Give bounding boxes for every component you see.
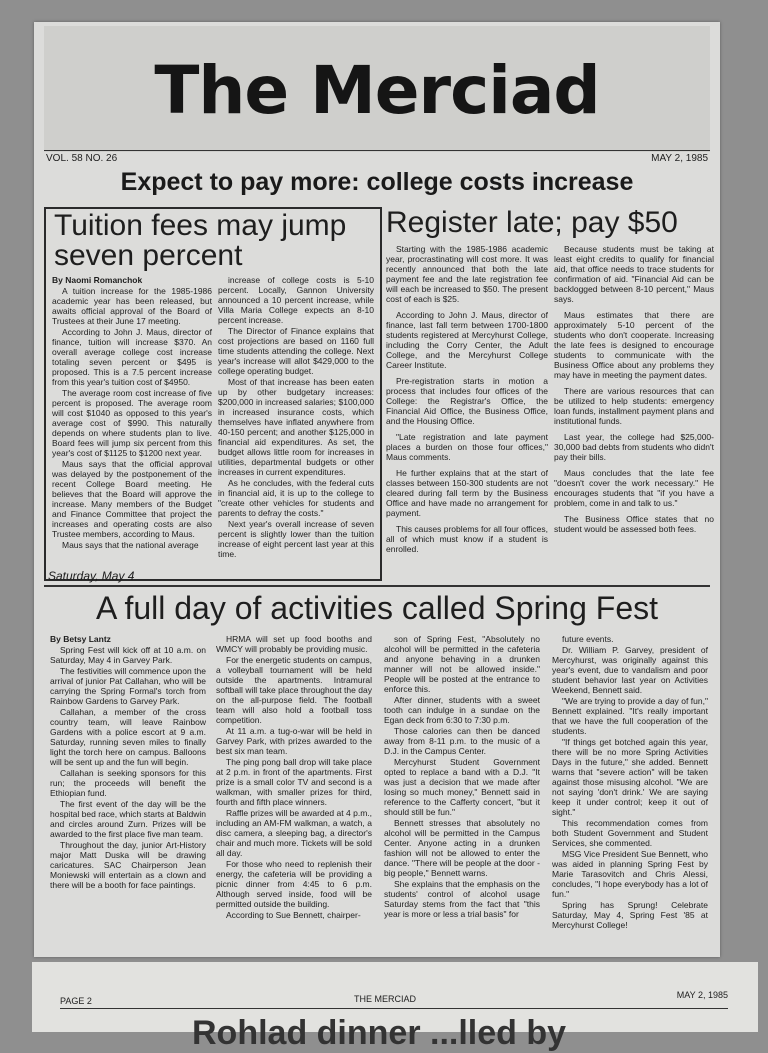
section-rule bbox=[44, 585, 710, 587]
paragraph: Pre-registration starts in motion a process that includes four offices of the College: the Registrar's Office, the Financial Aid Office, the Business Office, and the Housing Office. bbox=[386, 376, 548, 426]
paragraph: "Late registration and late payment places a burden on those four offices," Maus comments. bbox=[386, 432, 548, 462]
springfest-byline: By Betsy Lantz bbox=[50, 634, 111, 644]
page2-date: MAY 2, 1985 bbox=[676, 990, 728, 1000]
paragraph: Maus says that the national average bbox=[62, 540, 199, 550]
paragraph: Raffle prizes will be awarded at 4 p.m., including an AM-FM walkman, a watch, a disc camera, a sleeping bag, a director's chair and much more. Tickets will be sold all day. bbox=[216, 808, 372, 858]
page2-partial-headline: Rohlad dinner ...lled by bbox=[192, 1014, 567, 1052]
paragraph: The Business Office states that no student would be assessed both fees. bbox=[554, 514, 714, 534]
springfest-col-4 bbox=[552, 634, 708, 949]
paragraph: increase of college costs is 5-10 percent. Locally, Gannon University announced a 10 percent increase, while Villa Maria College expects an 8-10 percent increase. bbox=[218, 275, 374, 325]
paragraph: "If things get botched again this year, there will be no more Spring Activities Days in the future," she added. Bennett warns that "severe action" will be taken against those misusing alcohol. "We are not saying 'don't drink.' We are saying keep it under control; keep it out of sight." bbox=[552, 737, 708, 817]
paragraph: Last year, the college had $25,000-30,000 bad debts from students who didn't pay their bills. bbox=[554, 432, 714, 462]
paragraph: According to John J. Maus, director of finance, tuition will increase $370. An overall average college cost increase totaling seven percent or $495 is proposed. This is a 7.5 percent increase from this year's tuition cost of $4950. bbox=[52, 327, 212, 387]
paragraph: Maus concludes that the late fee "doesn't cover the work necessary." He encourages students that "if you have a problem, come in and talk to us." bbox=[554, 468, 714, 508]
paragraph: After dinner, students with a sweet tooth can indulge in a sundae on the Egan deck from 6:30 to 7:30 p.m. bbox=[384, 695, 540, 725]
register-headline: Register late; pay $50 bbox=[386, 206, 678, 239]
paragraph: The first event of the day will be the hospital bed race, which starts at Baldwin and circles around Zurn. Prizes will be awarded to the first place five man team. bbox=[50, 799, 206, 839]
page2-rule bbox=[60, 1008, 728, 1009]
paragraph: Next year's overall increase of seven percent is slightly lower than the tuition increase of eight percent last year at this time. bbox=[218, 519, 374, 559]
paragraph: There are various resources that can be utilized to help students: emergency loan funds, installment payment plans and institutional funds. bbox=[554, 386, 714, 426]
paragraph: According to John J. Maus, director of finance, last fall term between 1700-1800 students registered at Mercyhurst College, including the Corry Center, the Adult College, and the Mercyhurst College Career Institute. bbox=[386, 310, 548, 370]
paragraph: MSG Vice President Sue Bennett, who was aided in planning Spring Fest by Marie Tarasovitch and Chris Alessi, concludes, "I hope everybody has a lot of fun." bbox=[552, 849, 708, 899]
paragraph: Dr. William P. Garvey, president of Mercyhurst, was originally against this year's event, due to vandalism and poor student behavior last year on Activities Weekend, Bennett said. bbox=[552, 645, 708, 695]
paragraph: Bennett stresses that absolutely no alcohol will be permitted in the Campus Center. Anyone acting in a drunken fashion will not be allowed to enter the dance. "There will be people at the door - big people," Bennett warns. bbox=[384, 818, 540, 878]
paragraph: For the energetic students on campus, a volleyball tournament will be held outside the apartments. Intramural softball will take place throughout the day on the all-purpose field. The football team will also hold a football toss competition. bbox=[216, 655, 372, 725]
paragraph: son of Spring Fest, "Absolutely no alcohol will be permitted in the cafeteria and anyone behaving in a drunken manner will not be allowed inside." People will be posted at the entrance to enforce this. bbox=[384, 634, 540, 694]
paragraph: He further explains that at the start of classes between 150-300 students are not cleared during fall term by the Business Office and have made no arrangement for payment. bbox=[386, 468, 548, 518]
paragraph: Spring Fest will kick off at 10 a.m. on Saturday, May 4 in Garvey Park. bbox=[50, 645, 206, 665]
paragraph: Throughout the day, junior Art-History major Matt Duska will be drawing caricatures. SAC Chairperson Jean Moniewski will entertain as a clown and there will be a booth for face paintings. bbox=[50, 840, 206, 890]
tuition-story-box bbox=[44, 207, 382, 581]
paragraph: For those who need to replenish their energy, the cafeteria will be providing a picnic dinner from 4:45 to 6 p.m. Although served inside, food will be permitted outside the building. bbox=[216, 859, 372, 909]
tuition-headline: Tuition fees may jump seven percent bbox=[54, 209, 347, 272]
second-page-strip bbox=[32, 962, 758, 1052]
paragraph: As he concludes, with the federal cuts in financial aid, it is up to the college to "create other vehicles for students and parents to defray the costs." bbox=[218, 478, 374, 518]
paragraph: She explains that the emphasis on the students' control of alcohol usage Saturday stems from the fact that "this year is more or less a trial basis" for bbox=[384, 879, 540, 919]
register-col-1 bbox=[386, 244, 548, 566]
running-head: THE MERCIAD bbox=[354, 994, 417, 1004]
springfest-headline: A full day of activities called Spring Fest bbox=[95, 590, 659, 626]
masthead-title: The Merciad bbox=[154, 52, 600, 129]
paragraph: Maus estimates that there are approximately 5-10 percent of the students who don't cooperate. Increasing the late fees is designed to encourage students to communicate with the Business Office about any problems they may have in meeting the payment dates. bbox=[554, 310, 714, 380]
tuition-byline: By Naomi Romanchok bbox=[52, 275, 143, 285]
paragraph: The festivities will commence upon the arrival of junior Pat Callahan, who will be carrying the Spring Formal's torch from Rainbow Gardens to Garvey Park. bbox=[50, 666, 206, 706]
banner-headline: Expect to pay more: college costs increase bbox=[120, 168, 634, 196]
springfest-col-2 bbox=[216, 634, 372, 949]
springfest-col-1 bbox=[50, 634, 206, 949]
paragraph: Maus says that the official approval was delayed by the postponement of the recent College Board meeting. He believes that the Board will approve the increase. Many members of the Budget and Finance Committee that project the increases and operating costs are also Trustee members, according to Maus. bbox=[52, 459, 212, 539]
tuition-col-2 bbox=[218, 275, 374, 575]
paragraph: A tuition increase for the 1985-1986 academic year has been released, but awaits official approval of the Board of Trustees at their June 17 meeting. bbox=[52, 286, 212, 326]
register-col-2 bbox=[554, 244, 714, 566]
springfest-col-3 bbox=[384, 634, 540, 949]
paragraph: Mercyhurst Student Government opted to replace a band with a D.J. "It was just a decision that we made after losing so much money," Bennett said in reference to the Cafferty concert, "but it should still be fun." bbox=[384, 757, 540, 817]
paragraph: This recommendation comes from both Student Government and Student Services, she commented. bbox=[552, 818, 708, 848]
paragraph: HRMA will set up food booths and WMCY will probably be providing music. bbox=[216, 634, 372, 654]
paragraph: Most of that increase has been eaten up by other budgetary increases: $200,000 in increased salaries; $100,000 in increased insurance costs, which themselves have inflated anywhere from 40-150 percent; and another $125,000 in financial aid expenditures. As set, the budget allows little room for increases in utilities, departmental budgets or other increases in current expenditures. bbox=[218, 377, 374, 477]
paragraph: The ping pong ball drop will take place at 2 p.m. in front of the apartments. First prize is a small color TV and second is a walkman, with smaller prizes for third, fourth and fifth place winners. bbox=[216, 757, 372, 807]
springfest-kicker: Saturday, May 4 bbox=[48, 569, 135, 583]
issue-date: MAY 2, 1985 bbox=[651, 153, 708, 164]
paragraph: The Director of Finance explains that cost projections are based on 1160 full time students attending the college. Next year's increase will allot $429,000 to the college operating budget. bbox=[218, 326, 374, 376]
paragraph: The average room cost increase of five percent is proposed. The average room will cost $1040 as opposed to this year's average cost of $990. This naturally depends on where students plan to live. Board fees will jump six percent from this year's cost of $1125 to $1200 next year. bbox=[52, 388, 212, 458]
page-number: PAGE 2 bbox=[60, 996, 92, 1006]
paragraph: future events. bbox=[562, 634, 614, 644]
paragraph: Callahan is seeking sponsors for this run; the proceeds will benefit the Ethiopian fund. bbox=[50, 768, 206, 798]
paragraph: According to Sue Bennett, chairper- bbox=[226, 910, 361, 920]
header-rule bbox=[44, 150, 710, 151]
paragraph: Those calories can then be danced away from 8-11 p.m. to the music of a D.J. in the Campus Center. bbox=[384, 726, 540, 756]
paragraph: Spring has Sprung! Celebrate Saturday, May 4, Spring Fest '85 at Mercyhurst College! bbox=[552, 900, 708, 930]
paragraph: "We are trying to provide a day of fun," Bennett explained. "It's really important that we have the full cooperation of the students. bbox=[552, 696, 708, 736]
paragraph: Callahan, a member of the cross country team, will leave Rainbow Gardens with a police escort at 9 a.m. Saturday, running seven miles to finally light the torch here on campus. Balloons will be sent up and the fun will begin. bbox=[50, 707, 206, 767]
tuition-col-1 bbox=[52, 275, 212, 575]
front-page bbox=[34, 22, 720, 957]
volume-number: VOL. 58 NO. 26 bbox=[46, 153, 118, 164]
paragraph: Starting with the 1985-1986 academic year, procrastinating will cost more. It was recently announced that both the late payment fee and the late registration fee will each be increased to $50. The present cost of each is $25. bbox=[386, 244, 548, 304]
paragraph: This causes problems for all four offices, all of which must know if a student is enrolled. bbox=[386, 524, 548, 554]
paragraph: At 11 a.m. a tug-o-war will be held in Garvey Park, with prizes awarded to the best six man team. bbox=[216, 726, 372, 756]
paragraph: Because students must be taking at least eight credits to qualify for financial aid, that office needs to trace students for confirmation of aid. "Financial Aid can be backlogged between 8-10 percent," Maus says. bbox=[554, 244, 714, 304]
